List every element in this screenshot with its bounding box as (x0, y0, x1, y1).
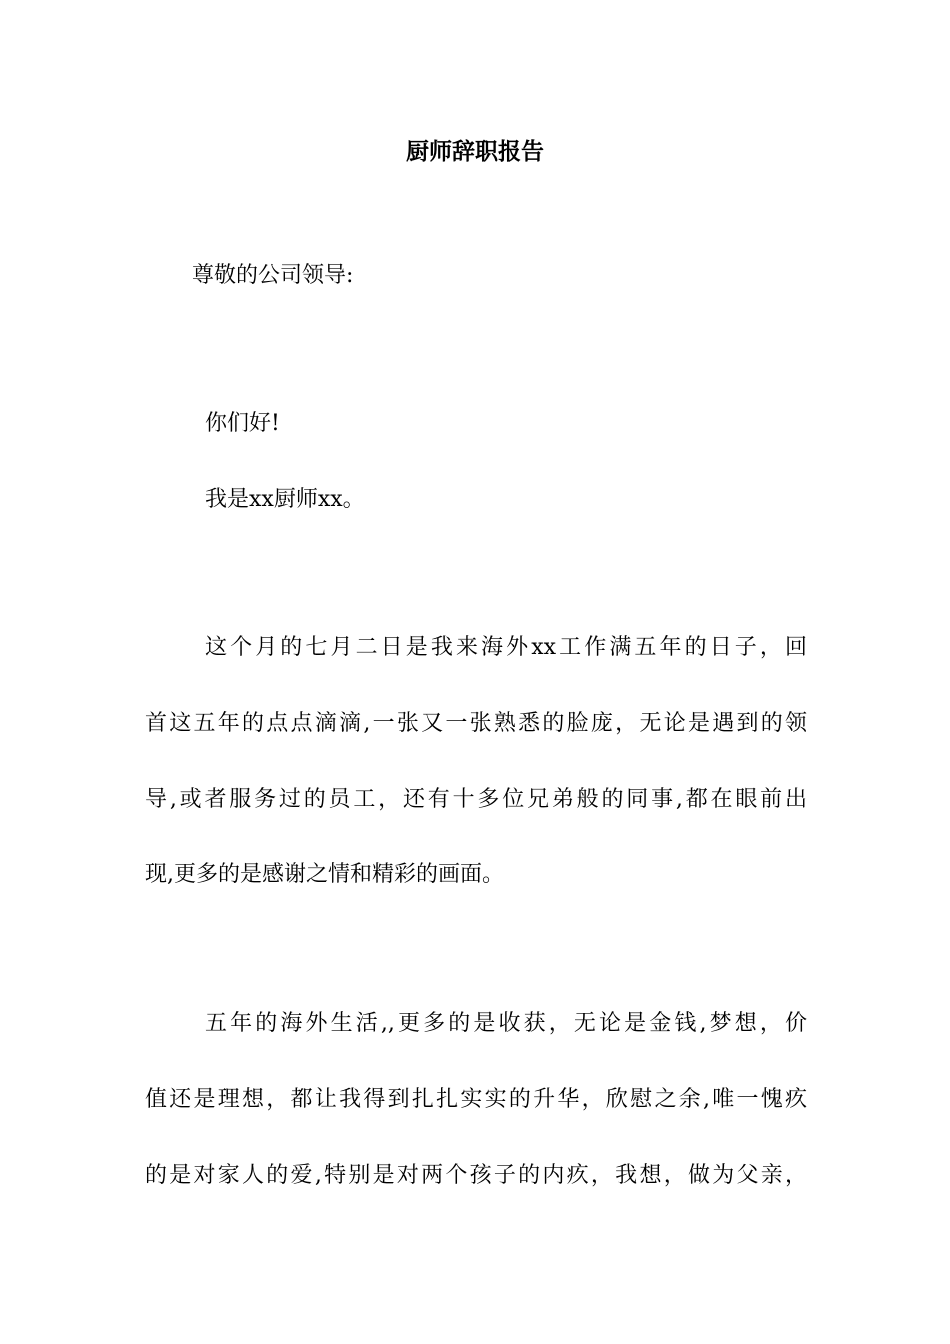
paragraph-1-line-4: 现,更多的是感谢之情和精彩的画面。 (145, 862, 504, 887)
intro-line: 我是xx厨师xx。 (205, 487, 365, 512)
paragraph-1-line-3: 导,或者服务过的员工，还有十多位兄弟般的同事,都在眼前出 (145, 787, 807, 812)
paragraph-1-line-1: 这个月的七月二日是我来海外xx工作满五年的日子，回 (205, 635, 807, 660)
paragraph-2-line-3: 的是对家人的爱,特别是对两个孩子的内疚，我想，做为父亲， (145, 1163, 807, 1188)
paragraph-2-line-1: 五年的海外生活,,更多的是收获，无论是金钱,梦想，价 (205, 1011, 807, 1036)
document-title: 厨师辞职报告 (406, 138, 544, 165)
greeting: 你们好! (205, 411, 280, 436)
salutation: 尊敬的公司领导: (192, 263, 354, 288)
paragraph-2-line-2: 值还是理想，都让我得到扎扎实实的升华，欣慰之余,唯一愧疚 (145, 1087, 807, 1112)
paragraph-1-line-2: 首这五年的点点滴滴,一张又一张熟悉的脸庞，无论是遇到的领 (145, 711, 807, 736)
